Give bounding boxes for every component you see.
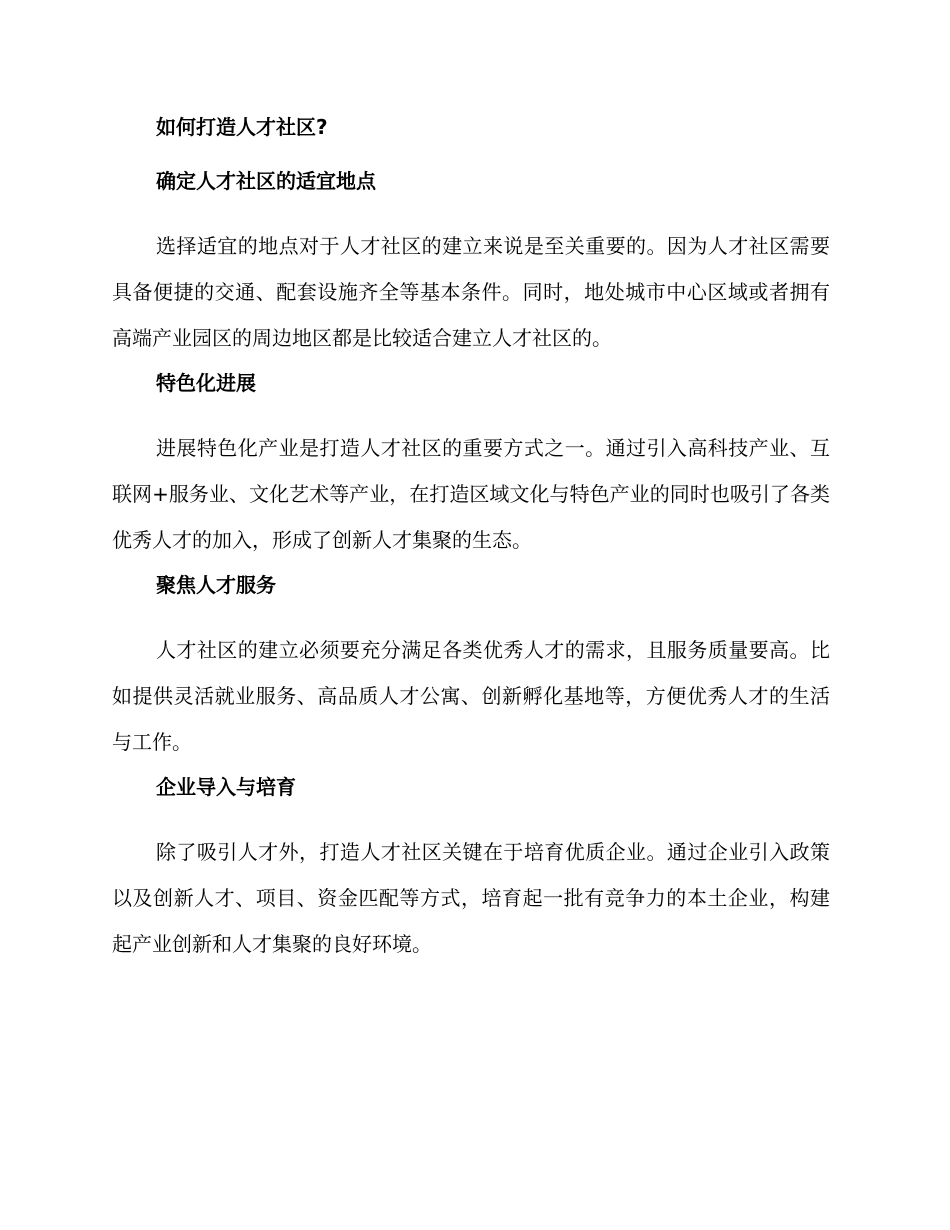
section-heading-talent-services: 聚焦人才服务 <box>156 573 276 597</box>
section-body-talent-services: 人才社区的建立必须要充分满足各类优秀人才的需求，且服务质量要高。比如提供灵活就业服务、高品质人才公寓、创新孵化基地等，方便优秀人才的生活与工作。 <box>112 638 830 754</box>
section-heading-enterprise: 企业导入与培育 <box>156 775 296 799</box>
section-heading-specialization: 特色化进展 <box>156 371 256 395</box>
section-body-specialization: 进展特色化产业是打造人才社区的重要方式之一。通过引入高科技产业、互联网+服务业、文化艺术等产业，在打造区域文化与特色产业的同时也吸引了各类优秀人才的加入，形成了创新人才集聚的生态。 <box>112 436 830 552</box>
section-heading-location: 确定人才社区的适宜地点 <box>156 169 376 193</box>
section-body-location: 选择适宜的地点对于人才社区的建立来说是至关重要的。因为人才社区需要具备便捷的交通、配套设施齐全等基本条件。同时，地处城市中心区域或者拥有高端产业园区的周边地区都是比较适合建立人才社区的。 <box>112 234 830 350</box>
document-title: 如何打造人才社区? <box>156 115 328 139</box>
section-body-enterprise: 除了吸引人才外，打造人才社区关键在于培育优质企业。通过企业引入政策以及创新人才、项目、资金匹配等方式，培育起一批有竞争力的本土企业，构建起产业创新和人才集聚的良好环境。 <box>112 840 830 956</box>
